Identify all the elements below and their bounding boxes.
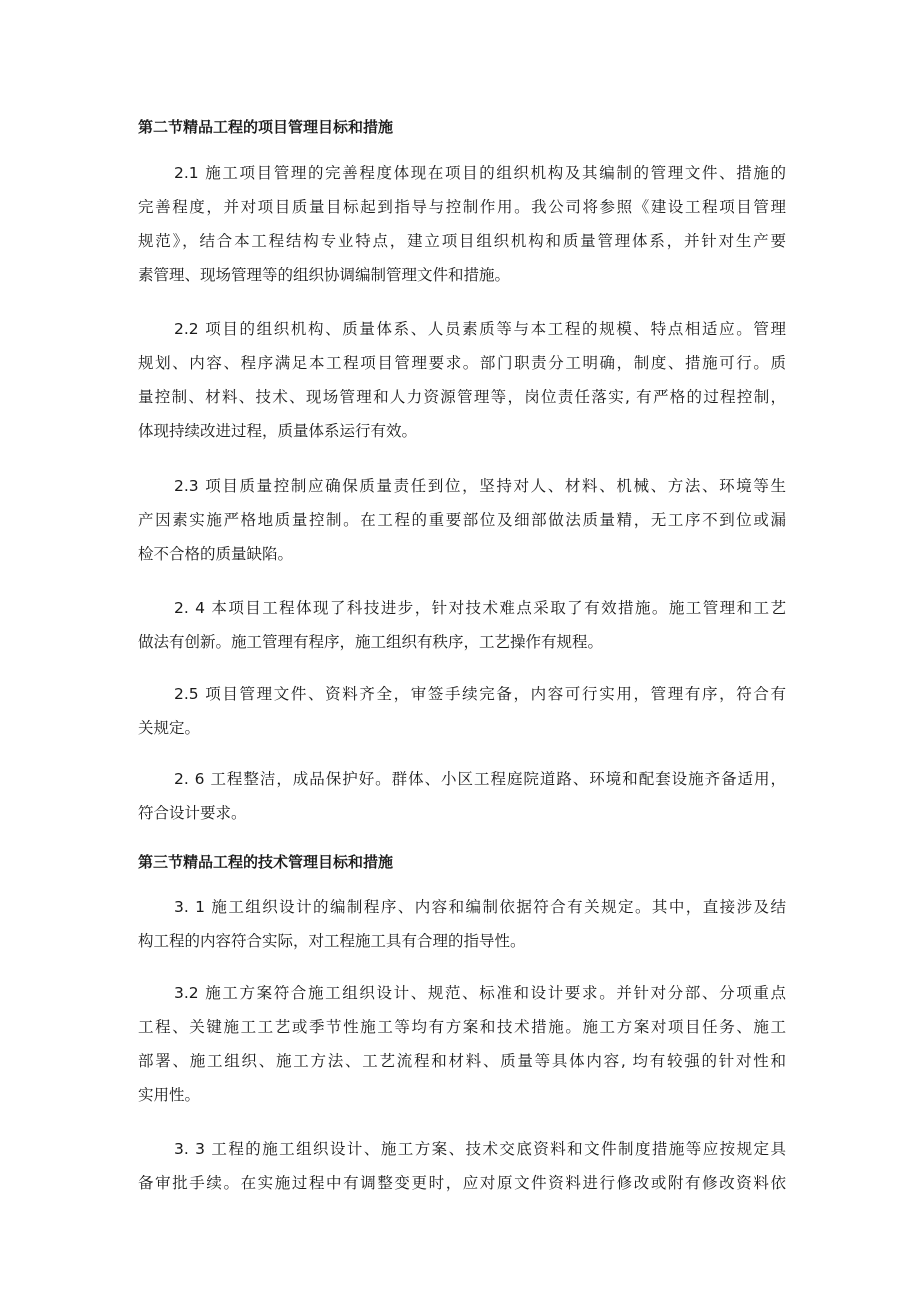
paragraph-line: 符合设计要求。 — [138, 804, 247, 822]
paragraph-line: 产因素实施严格地质量控制。在工程的重要部位及细部做法质量精，无工序不到位或漏 — [138, 511, 786, 529]
paragraph-line: 2. 6 工程整洁，成品保护好。群体、小区工程庭院道路、环境和配套设施齐备适用， — [174, 770, 786, 788]
paragraph-3-2 — [138, 976, 786, 1112]
paragraph-2-1 — [138, 156, 786, 292]
paragraph-line: 3.2 施工方案符合施工组织设计、规范、标准和设计要求。并针对分部、分项重点 — [174, 984, 786, 1002]
paragraph-2-6 — [138, 762, 786, 830]
paragraph-line: 2.1 施工项目管理的完善程度体现在项目的组织机构及其编制的管理文件、措施的 — [174, 164, 786, 182]
paragraph-line: 构工程的内容符合实际，对工程施工具有合理的指导性。 — [138, 932, 526, 950]
paragraph-line: 素管理、现场管理等的组织协调编制管理文件和措施。 — [138, 266, 511, 284]
paragraph-line: 3. 1 施工组织设计的编制程序、内容和编制依据符合有关规定。其中，直接涉及结 — [174, 898, 786, 916]
paragraph-line: 关规定。 — [138, 719, 201, 737]
section-heading: 第三节精品工程的技术管理目标和措施 — [138, 853, 394, 871]
paragraph-line: 检不合格的质量缺陷。 — [138, 545, 294, 563]
paragraph-2-5 — [138, 677, 786, 745]
section-heading: 第二节精品工程的项目管理目标和措施 — [138, 118, 394, 136]
paragraph-line: 做法有创新。施工管理有程序，施工组织有秩序，工艺操作有规程。 — [138, 633, 604, 651]
paragraph-line: 3. 3 工程的施工组织设计、施工方案、技术交底资料和文件制度措施等应按规定具 — [174, 1140, 786, 1158]
paragraph-line: 规范》，结合本工程结构专业特点，建立项目组织机构和质量管理体系，并针对生产要 — [138, 232, 786, 250]
paragraph-line: 规划、内容、程序满足本工程项目管理要求。部门职责分工明确，制度、措施可行。质 — [138, 354, 786, 372]
paragraph-2-4 — [138, 591, 786, 659]
paragraph-line: 2.2 项目的组织机构、质量体系、人员素质等与本工程的规模、特点相适应。管理 — [174, 320, 786, 338]
paragraph-line: 工程、关键施工工艺或季节性施工等均有方案和技术措施。施工方案对项目任务、施工 — [138, 1018, 786, 1036]
paragraph-line: 2. 4 本项目工程体现了科技进步，针对技术难点采取了有效措施。施工管理和工艺 — [174, 599, 786, 617]
paragraph-2-2 — [138, 312, 786, 448]
paragraph-line: 2.3 项目质量控制应确保质量责任到位，坚持对人、材料、机械、方法、环境等生 — [174, 477, 786, 495]
paragraph-line: 备审批手续。在实施过程中有调整变更时，应对原文件资料进行修改或附有修改资料依 — [138, 1174, 786, 1192]
paragraph-2-3 — [138, 469, 786, 571]
paragraph-line: 完善程度，并对项目质量目标起到指导与控制作用。我公司将参照《建设工程项目管理 — [138, 198, 786, 216]
paragraph-line: 2.5 项目管理文件、资料齐全，审签手续完备，内容可行实用，管理有序，符合有 — [174, 685, 786, 703]
paragraph-line: 量控制、材料、技术、现场管理和人力资源管理等，岗位责任落实, 有严格的过程控制， — [138, 388, 786, 406]
paragraph-line: 部署、施工组织、施工方法、工艺流程和材料、质量等具体内容, 均有较强的针对性和 — [138, 1052, 786, 1070]
paragraph-3-3 — [138, 1132, 786, 1200]
paragraph-line: 体现持续改进过程，质量体系运行有效。 — [138, 422, 418, 440]
paragraph-3-1 — [138, 890, 786, 958]
paragraph-line: 实用性。 — [138, 1086, 201, 1104]
